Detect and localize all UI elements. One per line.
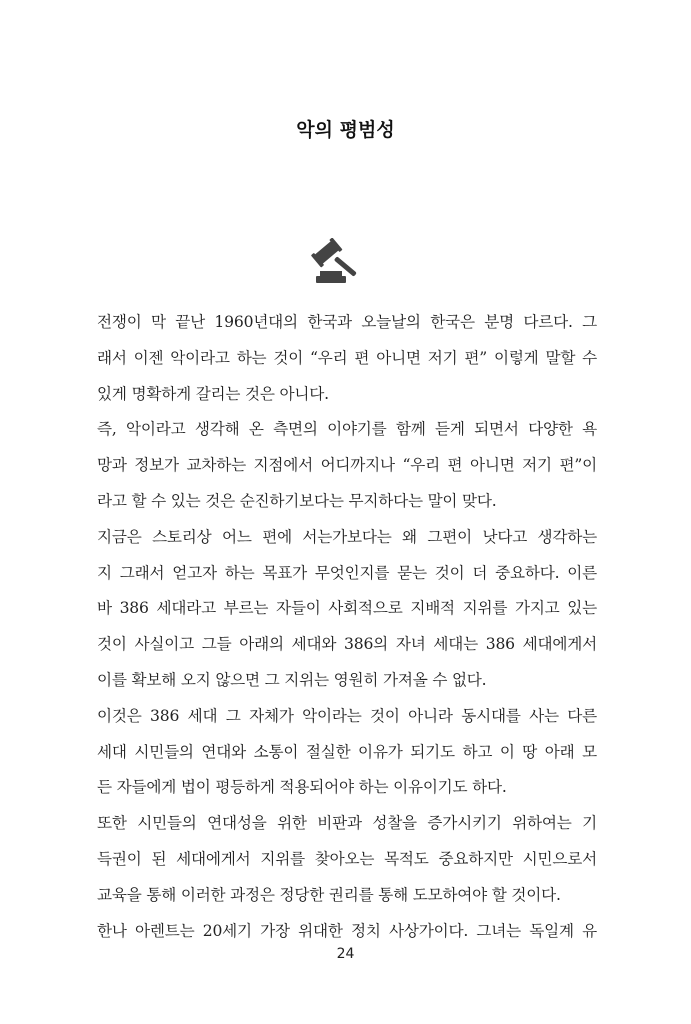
text-line: 래서 이젠 악이라고 하는 것이 “우리 편 아니면 저기 편” 이렇게 말할 수	[97, 348, 597, 367]
text-line: 것이 사실이고 그들 아래의 세대와 386의 자녀 세대는 386 세대에게서	[97, 635, 597, 654]
text-line: 든 자들에게 법이 평등하게 적용되어야 하는 이유이기도 하다.	[97, 778, 507, 797]
chapter-title: 악의 평범성	[296, 119, 395, 141]
page-number: 24	[336, 946, 355, 962]
text-line: 라고 할 수 있는 것은 순진하기보다는 무지하다는 말이 맞다.	[97, 491, 497, 510]
text-line: 또한 시민들의 연대성을 위한 비판과 성찰을 증가시키기 위하여는 기	[97, 814, 597, 833]
text-line: 바 386 세대라고 부르는 자들이 사회적으로 지배적 지위를 가지고 있는	[97, 599, 597, 618]
text-line: 전쟁이 막 끝난 1960년대의 한국과 오늘날의 한국은 분명 다르다. 그	[97, 313, 597, 331]
text-line: 이를 확보해 오지 않으면 그 지위는 영원히 가져올 수 없다.	[97, 670, 487, 689]
text-line: 지 그래서 얻고자 하는 목표가 무엇인지를 묻는 것이 더 중요하다. 이른	[97, 563, 597, 582]
text-line: 즉, 악이라고 생각해 온 측면의 이야기를 함께 듣게 되면서 다양한 욕	[97, 420, 597, 439]
text-line: 있게 명확하게 갈리는 것은 아니다.	[97, 384, 329, 403]
text-line: 득권이 된 세대에게서 지위를 찾아오는 목적도 중요하지만 시민으로서	[97, 849, 597, 868]
text-line: 교육을 통해 이러한 과정은 정당한 권리를 통해 도모하여야 할 것이다.	[97, 885, 561, 904]
text-line: 지금은 스토리상 어느 편에 서는가보다는 왜 그편이 낫다고 생각하는	[97, 527, 597, 546]
text-line: 한나 아렌트는 20세기 가장 위대한 정치 사상가이다. 그녀는 독일계 유	[97, 921, 597, 940]
text-line: 망과 정보가 교차하는 지점에서 어디까지나 “우리 편 아니면 저기 편”이	[97, 456, 597, 475]
body-text	[97, 305, 597, 949]
text-line: 세대 시민들의 연대와 소통이 절실한 이유가 되기도 하고 이 땅 아래 모	[97, 742, 597, 761]
text-line: 이것은 386 세대 그 자체가 악이라는 것이 아니라 동시대를 사는 다른	[97, 706, 597, 725]
gavel-icon	[310, 238, 364, 284]
